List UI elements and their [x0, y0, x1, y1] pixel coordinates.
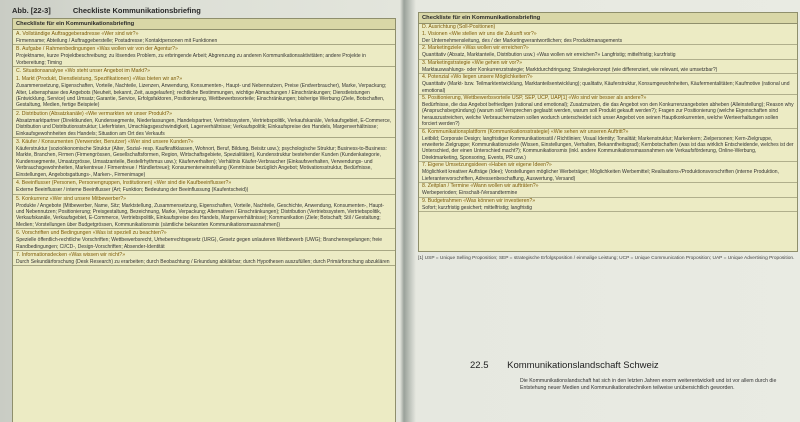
checklist-section: [13, 45, 395, 67]
subsection-heading: 1. Markt (Produkt, Dienstleistung, Spezifikationen) «Was bieten wir an?»: [16, 76, 183, 83]
table-header: Checkliste für ein Kommunikationsbriefing: [13, 19, 395, 30]
checklist-section: [419, 60, 797, 74]
section-heading: 8. Zeitplan / Termine «Wann wollen wir aufträten?»: [422, 183, 539, 190]
checklist-table-right: [418, 12, 798, 252]
section-heading: 4. Beeinflusser (Personen, Personengruppen, Institutionen) «Wer sind die Kaufbeeinflusser?»: [16, 180, 232, 187]
section-body: Marktauswahlungs- oder Konkurrenzstrategie; Marktdurchdringung; Strategiekonzept (wie differenziert, wie relevant, wie umsetzbar?): [422, 66, 718, 73]
section-body: Spezielle öffentlich-rechtliche Vorschriften; Wettbewerbsrecht, Urheberrechtsgesetz (URG), Gesetz gegen unlauteren Wettbewerb (UWG); Branchenregelungen; freie Randbedingungen; CI/CD-, Design-Vorschriften; Absender-Identität: [16, 237, 383, 250]
section-body: Sofort; kurzfristig gesichert; mittelfristig; langfristig: [422, 204, 533, 211]
checklist-section: [419, 183, 797, 197]
checklist-section: [13, 179, 395, 194]
checklist-section: [419, 45, 797, 59]
checklist-table-left: [12, 18, 396, 422]
checklist-section: [419, 198, 797, 212]
section-number: 22.5: [470, 360, 489, 371]
checklist-section: [419, 95, 797, 129]
section-heading: 9. Budgetrahmen «Was können wir investieren?»: [422, 197, 536, 204]
checklist-section: [13, 229, 395, 251]
section-heading: B. Aufgabe / Rahmenbedingungen «Was wollen wir von der Agentur?»: [16, 46, 178, 53]
section-heading: C. Situationsanalyse «Wo steht unser Angebot im Markt?»: [16, 68, 150, 75]
checklist-section: [13, 138, 395, 179]
section-body: Durch Sekundärforschung (Desk Research) zu erarbeiten; durch Beobachtung / Erkundung abklärbar; durch Hypothesen auszufüllen; durch Primärforschung abzuklären: [16, 258, 390, 265]
section-heading: 2. Distribution (Absatzkanäle) «Wie vermarkten wir unser Produkt?»: [16, 110, 172, 117]
section-title: [470, 360, 659, 371]
section-body: Werbeperioden; Einschalt-/Versandtermine: [422, 190, 518, 197]
table-header: Checkliste für ein Kommunikationsbriefing: [419, 13, 797, 24]
checklist-section: [419, 24, 797, 45]
section-title-text: Kommunikationslandschaft Schweiz: [507, 360, 659, 371]
section-heading: 6. Vorschriften und Bedingungen «Was ist speziell zu beachten?»: [16, 230, 167, 237]
section-heading: 5. Konkurrenz «Wer sind unsere Mitbewerber?»: [16, 195, 127, 202]
section-paragraph: Die Kommunikationslandschaft hat sich in den letzten Jahren enorm weiterentwickelt und ist vor allem durch die Entstehung neuer Medien und Kommunikationstechniken teilweise unübersichtlich geworden.: [520, 378, 777, 391]
section-heading: 7. Informationsdecken «Was wissen wir nicht?»: [16, 251, 126, 258]
section-body: Bedürfnisse, die das Angebot befriedigen (rational und emotional); Zusatznutzen, die das Angebot von den Konkurrenzangeboten abheben (Alleinstellung); Reason why (Anspruchsbegründung) (warum soll Versprechen geglaubt werden, warum soll Produkt gekauft werden?); Fragen zur Positionierung (welche Eigenschaften sind herauszustreichen, welche Verbrauchernutzen sollen wodurch unterscheidet sich unser Angebot von seinen Hauptkonkurrenten, welche Werteerhaltungen sollen forciert werden?): [422, 102, 794, 128]
section-body: Zusammensetzung, Eigenschaften, Vorteile, Nachteile, Lizenzen, Anwendung, Konsumenten-, Haupt- und Nebennutzen, Preise (Endverbraucher), Marke, Verpackung; Alter, Lebensphase des Angebots (Neuheit, bekannt, Zeit, ausgelaufen); rechtliche Bestimmungen, wichtige Abmachungen / Einschränkungen; Dienstleistungen (Entwicklung, Service) und Umsatz; Garantie, Service, Erfolgsfaktoren, Positionierung, Wettbewerbsvorteile; Einschränkungen; bisherige Werbung (Ziele, Botschaften, Gestaltung, Medien, fertige Beispiele): [16, 83, 387, 109]
footnote: [1] USP = Unique Selling Proposition; SEP = strategische Erfolgsposition / einmalige Leistung; UCP = Unique Communication Proposition; UAP = Unique Advertising Proposition.: [418, 256, 795, 261]
section-heading: 4. Potenzial «Wo liegen unsere Möglichkeiten?»: [422, 74, 533, 81]
right-page: [408, 0, 800, 422]
section-heading: 6. Kommunikationsplattform (Kommunikationsstrategie) «Wie sehen wir unseren Auftritt?»: [422, 128, 629, 135]
section-heading: 3. Marketingstrategie «Wie gehen wir vor?»: [422, 59, 523, 66]
checklist-section: [13, 67, 395, 110]
checklist-section: [419, 129, 797, 163]
section-heading: 3. Käufer / Konsumenten (Verwender, Benutzer) «Wer sind unsere Kunden?»: [16, 139, 194, 146]
subsection-heading: 1. Visionen «Wie stellen wir uns die Zukunft vor?»: [422, 31, 537, 37]
checklist-section: [419, 74, 797, 95]
figure-title: Checkliste Kommunikationsbriefing: [72, 6, 201, 15]
section-body: Produkte / Angebote (Mitbewerber, Name, Sitz; Marktstellung, Zusammensetzung, Eigenschaften, Vorteile, Nachteile, Geschichte, Anwendung, Konsumenten-, Haupt- und Nebennutzen; Positionierung; Preisgestaltung, Bezeichnung, Marke, Verpackung; Alternativen / Einschränkungen); Distribution (Vertriebssystem, Vertriebspolitik, Verkaufskanäle, Verkaufsgebiet, E-Commerce, Vertriebspolitik, Einkaufspreise des Handels, Margenverhältnisse); Kommunikation (Ziele; Botschaft; Stil / Gestaltung; Medien; Vorstellungen über Budgetgrössen, Kommunikationsmix (sämtliche bekannten Kommunikationsmassnahmen)): [16, 202, 384, 228]
checklist-section: [419, 162, 797, 183]
section-body: Externe Beeinflusser / interne Beeinflusser (Art; Funktion; Bedeutung der Beeinflussung (Kaufentscheid)): [16, 187, 249, 194]
figure-label: Abb. [22-3]: [12, 6, 51, 15]
checklist-section: [13, 251, 395, 266]
section-heading: D. Ausrichtung (Soll-Positionen): [422, 24, 496, 30]
section-heading: 7. Eigene Umsetzungsideen «Haben wir eigene Ideen?»: [422, 162, 552, 169]
section-body: Firmenname; Abteilung / Auftraggeberstelle; Postadresse; Kontaktpersonen mit Funktionen: [16, 38, 218, 44]
section-body: Leitbild; Corporate Design; langfristiger Kommunikationsstil / Richtlinien; Visual Identity; Tonalität; Markenstruktur; Markenkern; Zielpersonen; Kern-Zielgruppe, erweiterte Zielgruppe; Kommunikationsziele (Wissen, Einstellungen, Verhalten, Bekanntheitsgrad); Kernbotschaften (was ist das wirklich Entscheidende, welches ist der Unterschied, der einen Unterschied macht?); Kommunikationsmix (inkl. andere Kommunikationsmassnahmen wie Verkaufsförderung, Online-Werbung, Direktmarketing, Sponsoring, Events, PR usw.): [422, 135, 794, 161]
section-body: Der Unternehmensleitung, des / der Marketingverantwortlichen; des Produktmanagements: [422, 38, 623, 44]
section-body: Projektname, kurze Projektbeschreibung; zu lösendes Problem, zu erbringende Arbeit; Abgrenzung zu anderen Kommunikationsaktivitäten; andere Projekte in Vorbereitung; Timing: [16, 53, 366, 66]
section-heading: 2. Marketingziele «Was wollen wir erreichen?»: [422, 45, 529, 52]
section-heading: 5. Positionierung, Wettbewerbsvorteile USP, SEP, UCP, UAP[1] «Wo sind wir besser als andere?»: [422, 95, 647, 102]
section-body: Absatzmarktpartner (Direktkunden, Kundensegmente, Niederlassungen, Handelspartner, Vertriebssystem, Vertriebspolitik, Verkaufskanäle, Verkaufsgebiet, E-Commerce, Distribution und Distributionsstruktur; Lieferfristen, Umschlagsgeschwindigkeit, Lagerverhältnisse; Verkaufspolitik; Einkaufspreise des Handels, Margenverhältnisse; Einkaufsgewohnheiten des Handels; Situation am Ort des Verkaufs: [16, 117, 392, 137]
section-body: Quantitativ (Absatz, Marktanteile, Distribution usw.) «Was wollen wir erreichen?» Langfristig; mittelfristig; kurzfristig: [422, 52, 676, 59]
section-body: Käuferstruktur (sozioökonomische Struktur (Alter, Sozial- resp. Kaufkraftklassen, Wohnort, Beruf, Bildung, Beisitz usw.); psychologische Struktur; Business-to-Business: Markte, Branchen, Firmen (Firmengrössen, Gesellschaftsformen, Region, Wirtschaftsgebiete, Spezialitäten), Kundenstruktur bestehender Kunden (Kundenkategorie, Kundensegmente, Umsatzgrösse, Umsatzanteile, Bestellrhythmus usw.); Käuferverhalten); Verhältnis Käufer-Verbraucher (Einkaufsverhalten, Verwendungs- und Verbrauchsgewohnheiten, Markentreue / Firmentreue / Händlertreue); Konsumenteneinstellung (Kenntnisse bezüglich Angebot; Motivationsstruktur, Bedürfnisse, Einstellungen, Angebotsgattungs-, Marken-, Firmenimage): [16, 146, 387, 178]
section-body: Möglichkeit kreativer Aufträge (Idee); Vorstellungen möglicher Werbeträger; Möglichkeiten Werbemittel; Realisations-/Produktionsvorschriften (interne Produktion, Lieferantenvorschriften, Adressenbeschaffung, Auswertung, Versand): [422, 169, 779, 182]
figure-caption: [12, 6, 201, 15]
section-heading: A. Vollständige Auftraggeberadresse «Wer sind wir?»: [16, 31, 139, 37]
checklist-section: [13, 30, 395, 45]
checklist-section: [13, 195, 395, 230]
section-body: Quantitativ (Markt- bzw. Teilmarktentwicklung, Marktanteilsentwicklung); qualitativ, Käuferstruktur, Konsumgewohnheiten, Käufermentalitäten; Kaufmotive (rational und emotional): [422, 81, 790, 94]
checklist-section: [13, 110, 395, 138]
